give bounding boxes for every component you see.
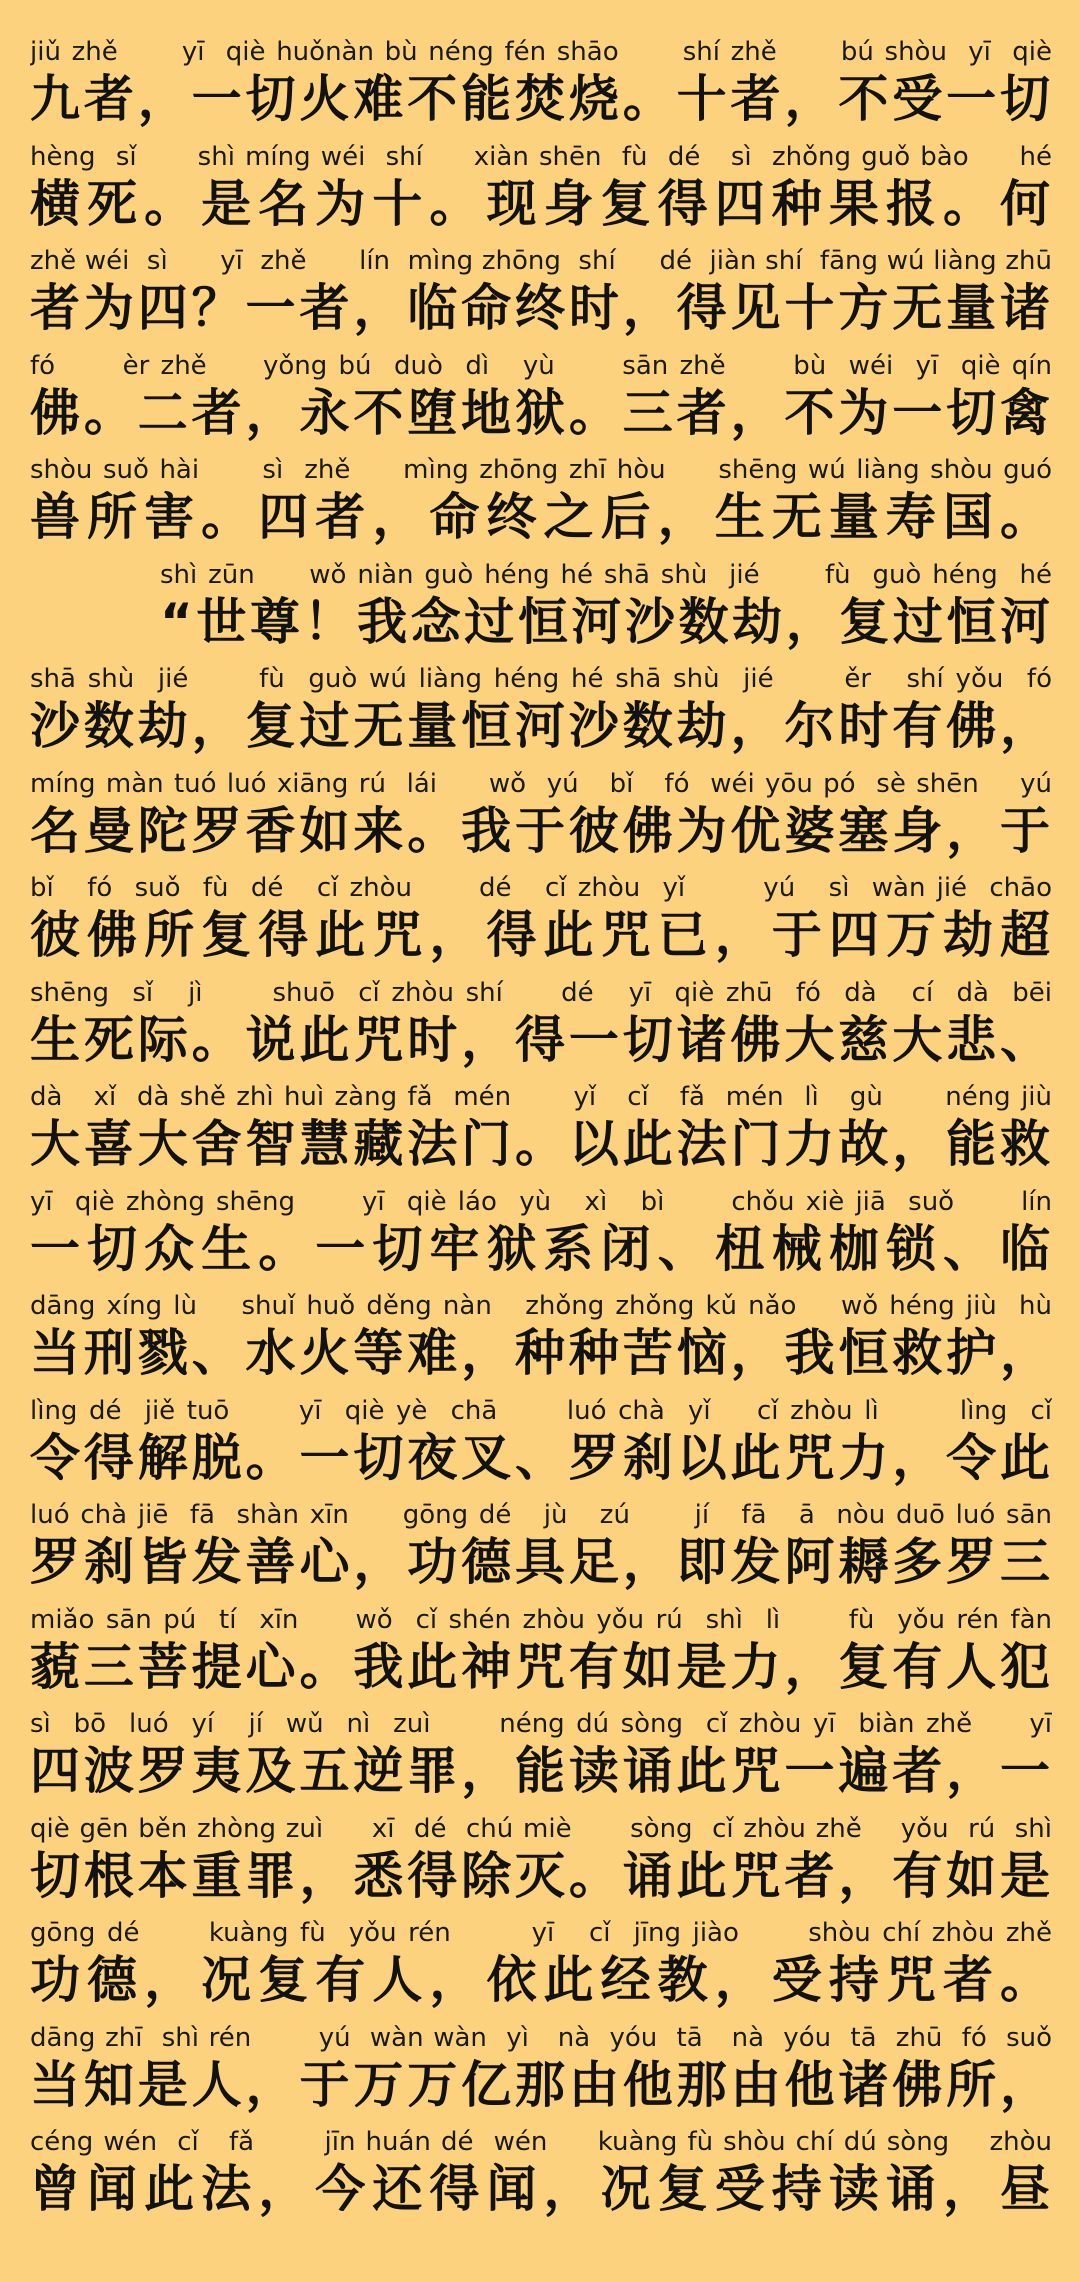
hanzi-line: 一切众生。一切牢狱系闭、杻械枷锁、临 [30, 1219, 1052, 1278]
text-line [30, 36, 1052, 141]
hanzi-line: “世尊！我念过恒河沙数劫，复过恒河 [160, 592, 1052, 651]
hanzi-line: 当知是人，于万万亿那由他那由他诸佛所， [30, 2055, 1052, 2114]
pinyin-line: dāng zhī shì rén yú wàn wàn yì nà yóu tā nà yóu tā zhū fó suǒ [30, 2022, 1052, 2053]
pinyin-line: luó chà jiē fā shàn xīn gōng dé jù zú jí fā ā nòu duō luó sān [30, 1500, 1052, 1530]
text-line [30, 454, 1052, 559]
hanzi-line: 令得解脱。一切夜叉、罗刹以此咒力，令此 [30, 1428, 1052, 1487]
text-line [30, 1813, 1052, 1918]
text-line [30, 1708, 1052, 1813]
hanzi-line: 罗刹皆发善心，功德具足，即发阿耨多罗三 [30, 1533, 1052, 1591]
pinyin-line: shā shù jié fù guò wú liàng héng hé shā shù jié ěr shí yǒu fó [30, 664, 1052, 694]
hanzi-line: 兽所害。四者，命终之后，生无量寿国。 [30, 488, 1052, 546]
pinyin-line: gōng dé kuàng fù yǒu rén yī cǐ jīng jiào shòu chí zhòu zhě [30, 1918, 1052, 1948]
pinyin-line: yī qiè zhòng shēng yī qiè láo yù xì bì chǒu xiè jiā suǒ lín [30, 1186, 1052, 1217]
hanzi-line: 四波罗夷及五逆罪，能读诵此咒一遍者，一 [30, 1742, 1052, 1800]
text-line [30, 1395, 1052, 1500]
pinyin-line: shòu suǒ hài sì zhě mìng zhōng zhī hòu shēng wú liàng shòu guó [30, 455, 1052, 485]
pinyin-line: zhě wéi sì yī zhě lín mìng zhōng shí dé jiàn shí fāng wú liàng zhū [30, 246, 1052, 276]
pinyin-line: shì zūn wǒ niàn guò héng hé shā shù jié fù guò héng hé [160, 559, 1052, 590]
text-line [30, 350, 1052, 455]
text-line [30, 1081, 1052, 1186]
pinyin-line: jiǔ zhě yī qiè huǒnàn bù néng fén shāo shí zhě bú shòu yī qiè [30, 37, 1052, 67]
paragraph-start-line [30, 559, 1052, 664]
text-line [30, 245, 1052, 350]
hanzi-line: 名曼陀罗香如来。我于彼佛为优婆塞身，于 [30, 801, 1052, 860]
hanzi-line: 大喜大舍智慧藏法门。以此法门力故，能救 [30, 1115, 1052, 1173]
pinyin-line: hèng sǐ shì míng wéi shí xiàn shēn fù dé sì zhǒng guǒ bào hé [30, 141, 1052, 172]
pinyin-line: dà xǐ dà shě zhì huì zàng fǎ mén yǐ cǐ fǎ mén lì gù néng jiù [30, 1082, 1052, 1112]
hanzi-line: 当刑戮、水火等难，种种苦恼，我恒救护， [30, 1324, 1052, 1382]
text-line [30, 977, 1052, 1082]
text-line [30, 663, 1052, 768]
hanzi-line: 彼佛所复得此咒，得此咒已，于四万劫超 [30, 906, 1052, 964]
pinyin-line: fó èr zhě yǒng bú duò dì yù sān zhě bù wéi yī qiè qín [30, 350, 1052, 381]
text-line [30, 2022, 1052, 2127]
pinyin-line: lìng dé jiě tuō yī qiè yè chā luó chà yǐ cǐ zhòu lì lìng cǐ [30, 1395, 1052, 1426]
hanzi-line: 曾闻此法，今还得闻，况复受持读诵，昼 [30, 2160, 1052, 2218]
pinyin-line: qiè gēn běn zhòng zuì xī dé chú miè sòng cǐ zhòu zhě yǒu rú shì [30, 1813, 1052, 1844]
pinyin-line: miǎo sān pú tí xīn wǒ cǐ shén zhòu yǒu rú shì lì fù yǒu rén fàn [30, 1604, 1052, 1635]
hanzi-line: 藐三菩提心。我此神咒有如是力，复有人犯 [30, 1637, 1052, 1696]
pinyin-line: céng wén cǐ fǎ jīn huán dé wén kuàng fù shòu chí dú sòng zhòu [30, 2127, 1052, 2157]
text-line [30, 872, 1052, 977]
hanzi-line: 功德，况复有人，依此经教，受持咒者。 [30, 1951, 1052, 2009]
pinyin-line: míng màn tuó luó xiāng rú lái wǒ yú bǐ fó wéi yōu pó sè shēn yú [30, 768, 1052, 799]
pinyin-line: bǐ fó suǒ fù dé cǐ zhòu dé cǐ zhòu yǐ yú sì wàn jié chāo [30, 873, 1052, 903]
text-line [30, 1290, 1052, 1395]
hanzi-line: 者为四？一者，临命终时，得见十方无量诸 [30, 279, 1052, 337]
text-line [30, 1917, 1052, 2022]
pinyin-line: shēng sǐ jì shuō cǐ zhòu shí dé yī qiè zhū fó dà cí dà bēi [30, 977, 1052, 1008]
text-line [30, 1499, 1052, 1604]
hanzi-line: 切根本重罪，悉得除灭。诵此咒者，有如是 [30, 1846, 1052, 1905]
pinyin-line: dāng xíng lù shuǐ huǒ děng nàn zhǒng zhǒng kǔ nǎo wǒ héng jiù hù [30, 1291, 1052, 1321]
hanzi-line: 佛。二者，永不堕地狱。三者，不为一切禽 [30, 383, 1052, 442]
hanzi-line: 横死。是名为十。现身复得四种果报。何 [30, 174, 1052, 233]
text-line [30, 768, 1052, 873]
text-line [30, 1186, 1052, 1291]
text-line [30, 141, 1052, 246]
hanzi-line: 九者，一切火难不能焚烧。十者，不受一切 [30, 70, 1052, 128]
hanzi-line: 沙数劫，复过无量恒河沙数劫，尔时有佛， [30, 697, 1052, 755]
text-line [30, 1604, 1052, 1709]
text-line [30, 2126, 1052, 2231]
hanzi-line: 生死际。说此咒时，得一切诸佛大慈大悲、 [30, 1010, 1052, 1069]
pinyin-line: sì bō luó yí jí wǔ nì zuì néng dú sòng cǐ zhòu yī biàn zhě yī [30, 1709, 1052, 1739]
